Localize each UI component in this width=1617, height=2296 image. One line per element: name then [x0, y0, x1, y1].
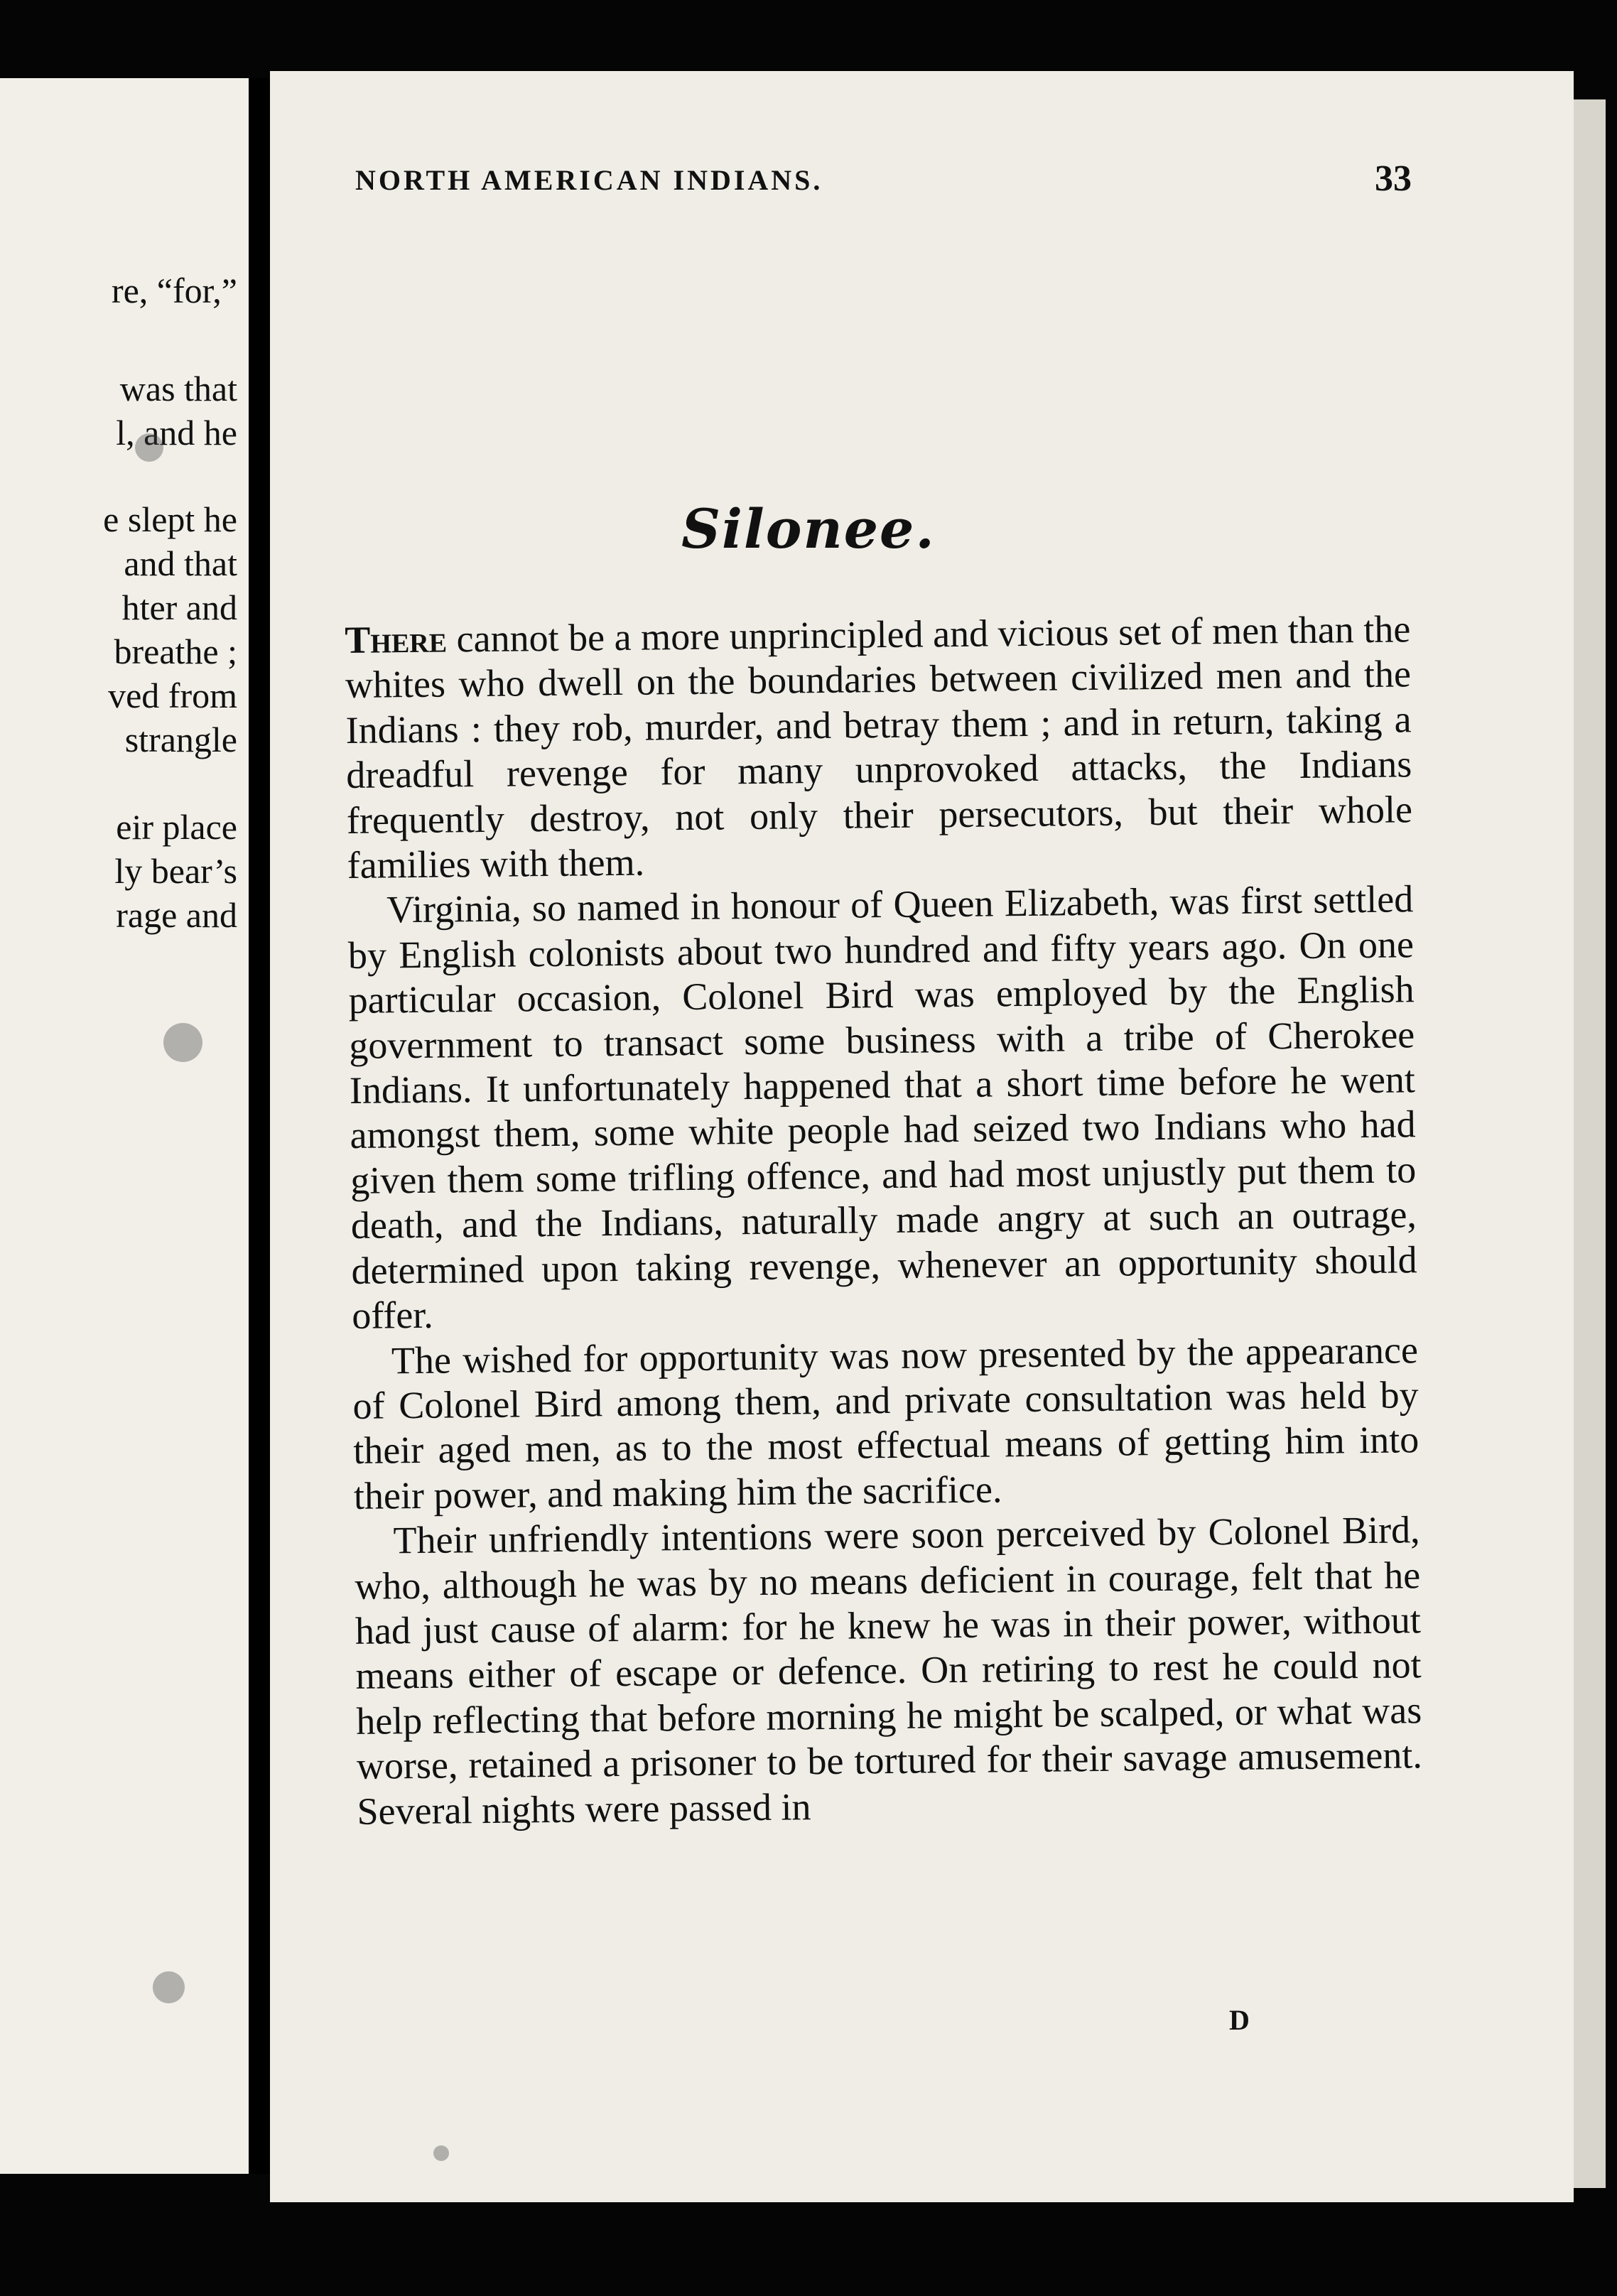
chapter-title: Silonee. — [681, 497, 936, 561]
book-gutter — [249, 78, 270, 2174]
facing-page-line: re, “for,” — [111, 271, 237, 310]
facing-page-line: ved from — [108, 676, 237, 715]
signature-mark: D — [1229, 2004, 1250, 2036]
facing-page-line: was that — [119, 369, 237, 408]
facing-page-line: l, and he — [116, 413, 237, 453]
facing-page-line: breathe ; — [114, 632, 237, 671]
facing-page-line: and that — [124, 543, 237, 583]
page-number: 33 — [1375, 158, 1412, 199]
facing-page-line: strangle — [124, 720, 237, 759]
paragraph-lead-word: There — [345, 617, 448, 661]
paragraph-3: The wished for opportunity was now presented by the appearance of Colonel Bird among them, and private consultation was held by their aged men, as to the most effectual means of getting him into their power, and making him the sacrifice. — [352, 1328, 1419, 1517]
scan-speck — [163, 1023, 202, 1062]
facing-page — [0, 78, 249, 2174]
paragraph-4: Their unfriendly intentions were soon perceived by Colonel Bird, who, although he was by no means deficient in courage, felt that he had just cause of alarm: for he knew he was in their power, without means either of escape or defence. On retiring to rest he could not help reflecting that before morning he might be scalped, or what was worse, retained a prisoner to be tortured for their savage amusement. Several nights were passed in — [354, 1508, 1423, 1833]
scan-speck — [433, 2145, 449, 2161]
paragraph-1 — [345, 607, 1413, 888]
facing-page-line: hter and — [121, 587, 237, 627]
facing-page-line: rage and — [116, 895, 237, 935]
body-text — [345, 607, 1423, 1834]
page-edge — [1574, 99, 1606, 2188]
facing-page-line: ly bear’s — [114, 851, 237, 891]
scan-speck — [153, 1971, 185, 2003]
facing-page-line: eir place — [116, 807, 237, 847]
facing-page-line: e slept he — [103, 499, 237, 539]
running-head: NORTH AMERICAN INDIANS. — [355, 164, 823, 196]
paragraph-2: Virginia, so named in honour of Queen Elizabeth, was first settled by English colonists about two hundred and fifty years ago. On one particular occasion, Colonel Bird was employed by the English government to transact some business with a tribe of Cherokee Indians. It unfortunately happened that a short time before he went amongst them, some white people had seized two Indians who had given them some trifling offence, and had most unjustly put them to death, and the Indians, naturally made angry at such an outrage, determined upon taking revenge, whenever an opportunity should offer. — [347, 877, 1417, 1338]
scan-speck — [135, 433, 163, 462]
paragraph-1-text: cannot be a more unprincipled and vicious set of men than the whites who dwell on the boundaries between civilized men and the Indians : they rob, murder, and betray them ; and in return, taking a dreadful revenge for many unprovoked attacks, the Indians frequently destroy, not only their persecutors, but their whole families with them. — [345, 607, 1413, 887]
